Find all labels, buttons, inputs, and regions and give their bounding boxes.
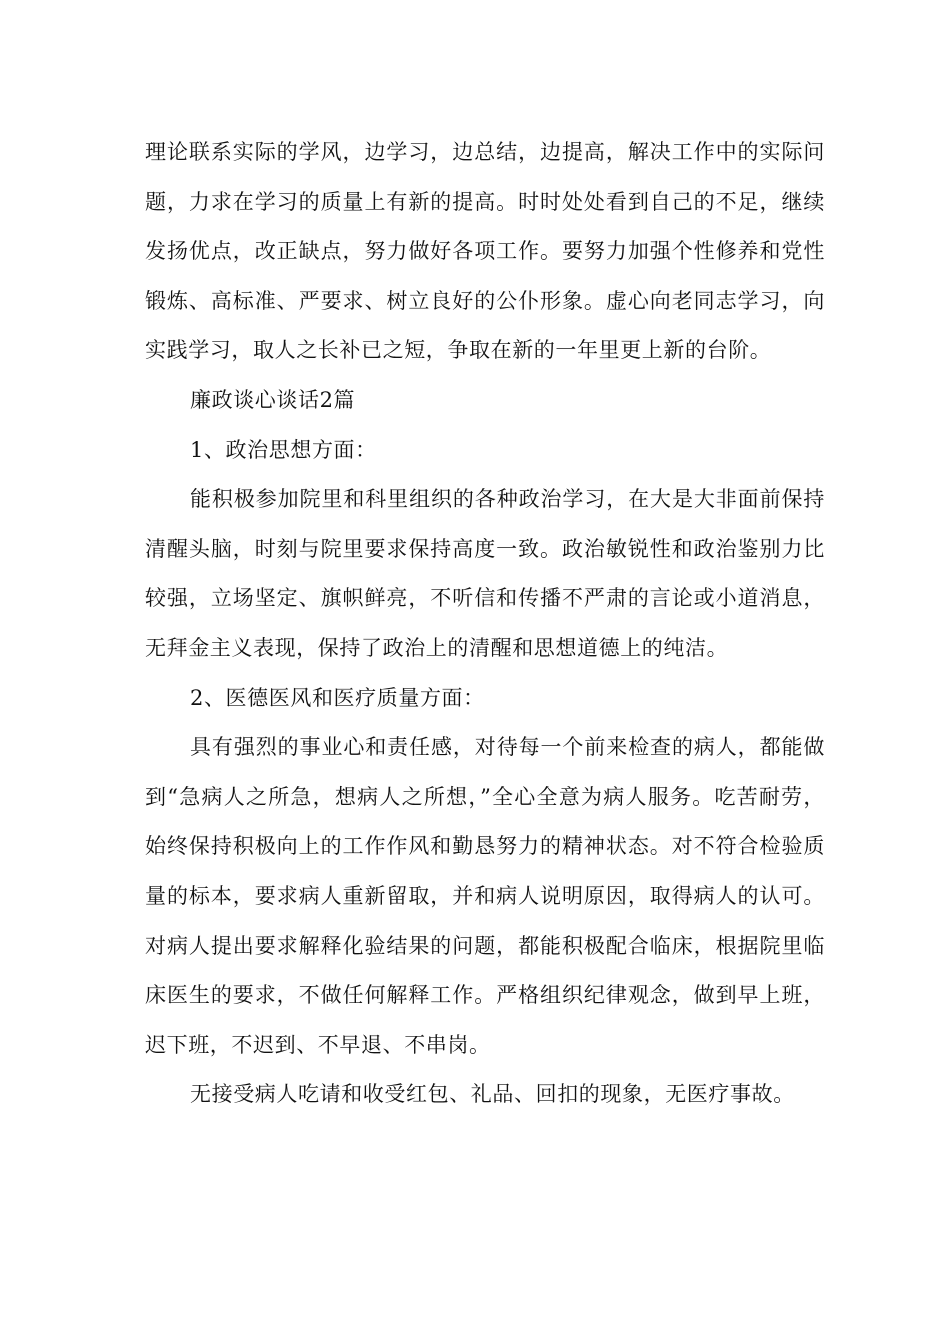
section-heading-medical-ethics: 2、医德医风和医疗质量方面： <box>190 685 485 710</box>
section-heading-political-thought: 1、政治思想方面： <box>190 437 377 462</box>
paragraph-medical-ethics: 具有强烈的事业心和责任感，对待每一个前来检查的病人，都能做到“急病人之所急，想病人之所想，”全心全意为病人服务。吃苦耐劳，始终保持积极向上的工作作风和勤恳努力的精神状态。对不符合检验质量的标本，要求病人重新留取，并和病人说明原因，取得病人的认可。对病人提出要求解释化验结果的问题，都能积极配合临床，根据院里临床医生的要求，不做任何解释工作。严格组织纪律观念，做到早上班，迟下班，不迟到、不早退、不串岗。 <box>145 735 825 1057</box>
document-title: 廉政谈心谈话2篇 <box>190 387 356 412</box>
paragraph-political-thought: 能积极参加院里和科里组织的各种政治学习，在大是大非面前保持清醒头脑，时刻与院里要求保持高度一致。政治敏锐性和政治鉴别力比较强，立场坚定、旗帜鲜亮，不听信和传播不严肃的言论或小道消息，无拜金主义表现，保持了政治上的清醒和思想道德上的纯洁。 <box>145 487 825 660</box>
document-body <box>145 128 825 1120</box>
paragraph-study-style: 理论联系实际的学风，边学习，边总结，边提高，解决工作中的实际问题，力求在学习的质量上有新的提高。时时处处看到自己的不足，继续发扬优点，改正缺点，努力做好各项工作。要努力加强个性修养和党性锻炼、高标准、严要求、树立良好的公仆形象。虚心向老同志学习，向实践学习，取人之长补已之短，争取在新的一年里更上新的台阶。 <box>145 140 825 363</box>
paragraph-no-bribery: 无接受病人吃请和收受红包、礼品、回扣的现象，无医疗事故。 <box>190 1082 795 1107</box>
